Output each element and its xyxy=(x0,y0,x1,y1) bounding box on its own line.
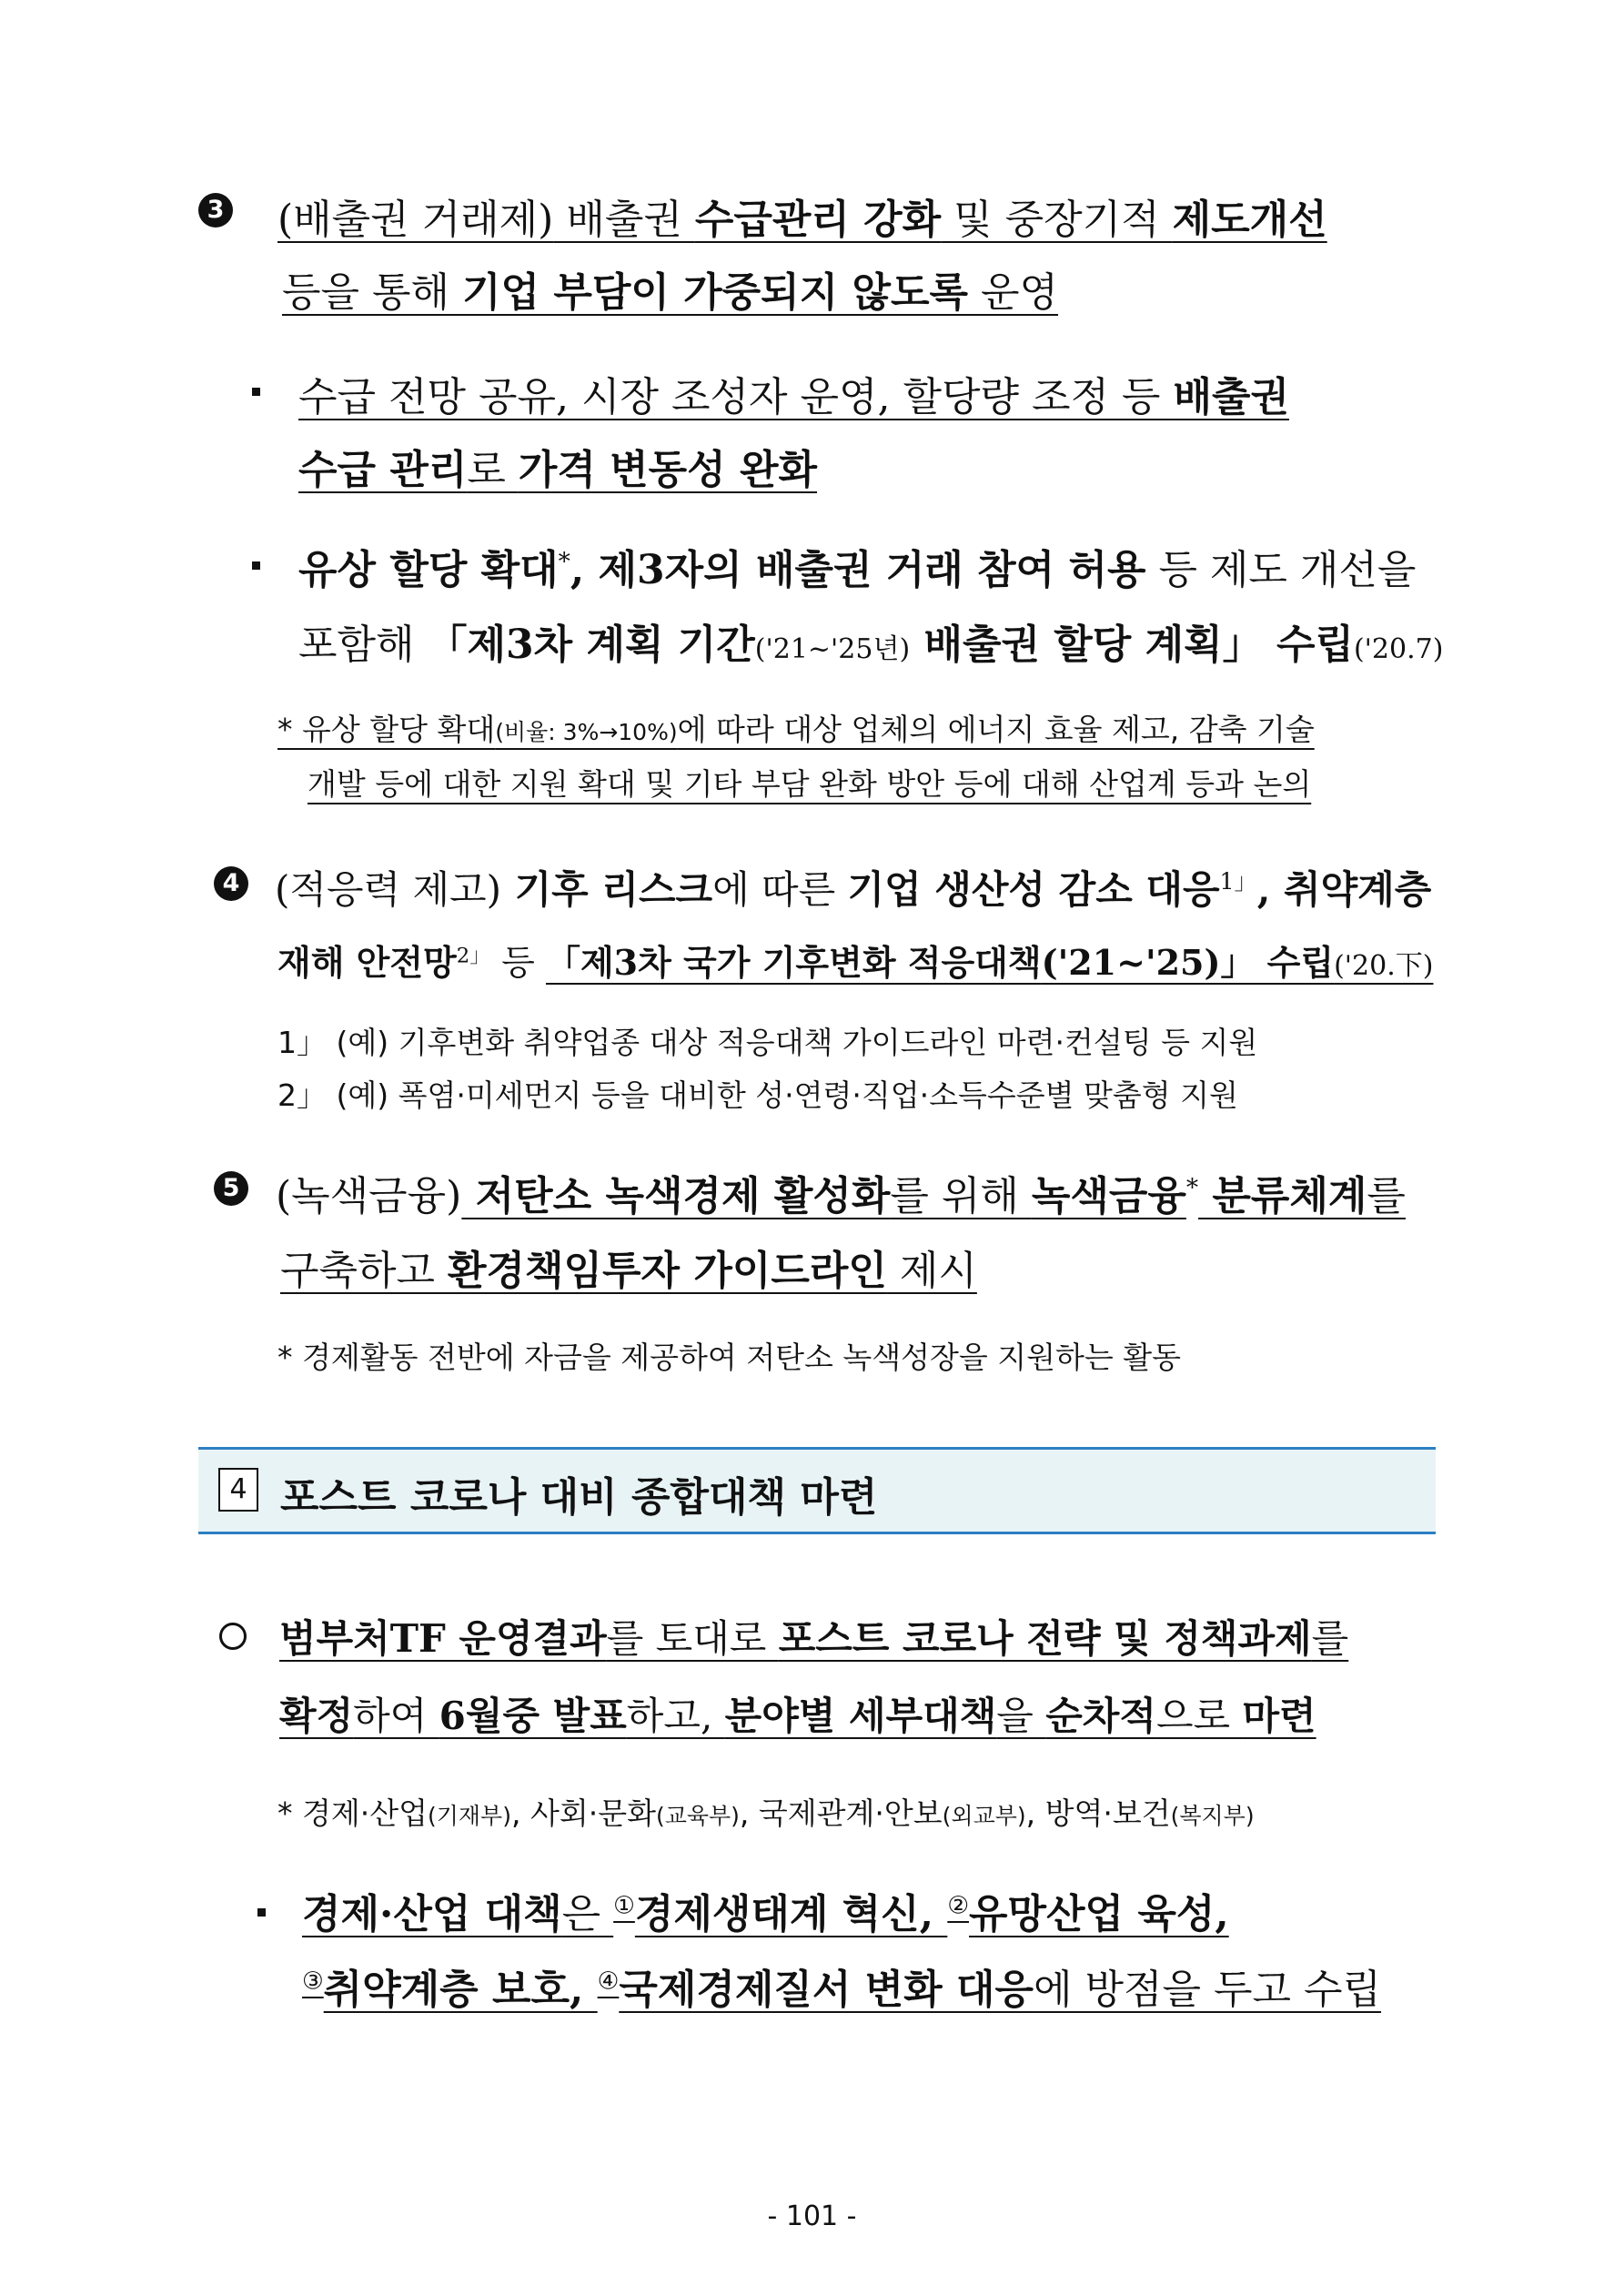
footnote-mark: 2」 xyxy=(456,944,491,968)
text: 에 따라 대상 업체의 에너지 효율 제고, 감축 기술 xyxy=(677,712,1315,747)
text: 에 방점을 두고 수립 xyxy=(1034,1967,1382,2013)
emphasis: 국제경제질서 변화 대응 xyxy=(619,1967,1034,2013)
section3-heading: (배출권 거래제) xyxy=(277,197,554,243)
section4-heading: (적응력 제고) xyxy=(275,867,501,912)
bullet-marker xyxy=(257,1908,266,1917)
emphasis: 「제3차 계획 기간 xyxy=(427,622,755,668)
emphasis: 제도개선 xyxy=(1172,197,1327,243)
section4-footnote2: 2」 (예) 폭염·미세먼지 등을 대비한 성·연령·직업·소득수준별 맞춤형 지원 xyxy=(277,1077,1238,1113)
emphasis: 환경책임투자 가이드라인 xyxy=(448,1248,887,1294)
emphasis: 경제·산업 대책 xyxy=(302,1891,562,1937)
item-number-5: 5 xyxy=(214,1171,248,1206)
text: , 방역·보건 xyxy=(1025,1795,1171,1831)
ministry: (복지부) xyxy=(1170,1803,1255,1829)
emphasis: 유상 할당 확대 xyxy=(298,547,559,593)
period: ('21~'25년) xyxy=(754,633,911,665)
item-number-4: 4 xyxy=(214,866,248,901)
section3-bullet1-line1 xyxy=(298,364,1289,422)
emphasis: 경제생태계 혁신, xyxy=(634,1891,948,1937)
post-line1 xyxy=(279,1609,1348,1664)
section3-bullet2-line2 xyxy=(298,612,1443,670)
text: 를 토대로 xyxy=(606,1616,779,1661)
footnote-mark: * xyxy=(1185,1173,1199,1202)
emphasis: 저탄소 녹색경제 활성화 xyxy=(461,1173,891,1219)
post-note xyxy=(277,1790,1255,1833)
text: 를 위해 xyxy=(890,1173,1032,1219)
date: ('20.下) xyxy=(1334,950,1434,982)
section5-line1 xyxy=(276,1163,1406,1221)
text: (비율: 3%→10%) xyxy=(495,719,678,745)
footnote-mark: 1」 xyxy=(1219,868,1257,895)
section5-note: * 경제활동 전반에 자금을 제공하여 저탄소 녹색성장을 지원하는 활동 xyxy=(277,1340,1182,1375)
emphasis: 배출권 xyxy=(1173,374,1289,420)
ministry: (기재부) xyxy=(428,1803,511,1829)
circle-bullet-icon xyxy=(219,1623,247,1650)
text: 구축하고 xyxy=(280,1248,449,1294)
page-number: - 101 - xyxy=(767,2200,857,2232)
emphasis: , 제3자의 배출권 거래 참여 허용 xyxy=(570,547,1146,593)
section3-bullet1-line2 xyxy=(298,437,817,495)
emphasis: 기업 부담이 가중되지 않도록 xyxy=(462,269,969,316)
text: 하고, xyxy=(626,1694,725,1738)
emphasis: , 취약계층 xyxy=(1256,867,1432,912)
post-line2 xyxy=(279,1686,1316,1741)
emphasis: 배출권 할당 계획」 수립 xyxy=(910,622,1354,668)
emphasis: 기업 생산성 감소 대응 xyxy=(847,867,1220,912)
section4-line1 xyxy=(275,860,1431,915)
emphasis: 마련 xyxy=(1242,1694,1316,1738)
section4-line2 xyxy=(277,935,1433,985)
section3-line1 xyxy=(277,187,1327,245)
post-bullet-line2 xyxy=(302,1957,1381,2015)
text: , 사회·문화 xyxy=(510,1795,656,1831)
text: 포함해 xyxy=(298,622,428,668)
enum-mark: ① xyxy=(613,1891,635,1920)
text: 제시 xyxy=(886,1248,977,1294)
section3-note-line2 xyxy=(308,761,1311,804)
enum-mark: ② xyxy=(947,1891,969,1920)
emphasis: 유망산업 육성, xyxy=(969,1891,1229,1937)
text: 배출권 xyxy=(553,197,695,243)
emphasis: 확정 xyxy=(279,1694,354,1738)
ministry: (교육부) xyxy=(655,1803,740,1829)
emphasis: 6월중 발표 xyxy=(439,1694,627,1738)
text: 을 xyxy=(996,1694,1046,1738)
section-banner xyxy=(198,1447,1436,1534)
emphasis: 수급 관리 xyxy=(298,447,468,493)
emphasis: 녹색금융 xyxy=(1031,1173,1186,1219)
emphasis: 분야별 세부대책 xyxy=(724,1694,997,1738)
section5-heading: (녹색금융) xyxy=(276,1173,462,1219)
emphasis: ('21~'25)」 수립 xyxy=(1041,942,1335,983)
text: 수급 전망 공유, 시장 조성자 운영, 할당량 조정 등 xyxy=(298,374,1174,420)
text: 은 xyxy=(561,1891,614,1937)
emphasis: 재해 안전망 xyxy=(277,942,457,983)
text: , 국제관계·안보 xyxy=(739,1795,943,1831)
text: 하여 xyxy=(353,1694,439,1738)
date: ('20.7) xyxy=(1353,633,1444,665)
text: 으로 xyxy=(1155,1694,1243,1738)
bullet-marker xyxy=(252,388,260,396)
footnote-mark: * xyxy=(558,547,570,576)
emphasis: 분류체계 xyxy=(1198,1173,1367,1219)
text: 운영 xyxy=(968,269,1059,316)
text: 등 제도 개선을 xyxy=(1145,547,1417,593)
text: 개발 등에 대한 지원 확대 및 기타 부담 완화 방안 등에 대해 산업계 등과 논의 xyxy=(308,766,1312,802)
text: 등을 통해 xyxy=(282,269,462,316)
bullet-marker xyxy=(252,561,260,570)
section3-note-line1 xyxy=(277,706,1315,749)
ministry: (외교부) xyxy=(942,1803,1026,1829)
emphasis: 수급관리 강화 xyxy=(694,197,942,243)
text: * 경제·산업 xyxy=(277,1795,428,1831)
item-number-3: 3 xyxy=(198,193,233,228)
enum-mark: ④ xyxy=(597,1967,620,1996)
section3-bullet2-line1 xyxy=(298,537,1416,595)
text: 등 xyxy=(490,943,546,983)
text: 를 xyxy=(1367,1173,1406,1219)
text: 및 중장기적 xyxy=(941,197,1173,243)
text: 를 xyxy=(1311,1616,1349,1661)
section5-line2 xyxy=(280,1238,977,1296)
section3-line2 xyxy=(282,259,1058,318)
emphasis: 기후 리스크 xyxy=(500,867,713,912)
emphasis: 포스트 코로나 전략 및 정책과제 xyxy=(778,1616,1312,1661)
emphasis: 순차적 xyxy=(1045,1694,1156,1738)
section4-footnote1: 1」 (예) 기후변화 취약업종 대상 적응대책 가이드라인 마련·컨설팅 등 지원 xyxy=(277,1025,1258,1060)
emphasis: 취약계층 보호, xyxy=(323,1967,598,2013)
emphasis: 가격 변동성 완화 xyxy=(518,447,818,493)
text: 에 따른 xyxy=(712,867,848,912)
enum-mark: ③ xyxy=(302,1967,324,1996)
emphasis: 「제3차 국가 기후변화 적응대책 xyxy=(545,942,1042,983)
post-bullet-line1 xyxy=(302,1881,1229,1939)
emphasis: 범부처TF 운영결과 xyxy=(279,1616,607,1661)
banner-number-box: 4 xyxy=(218,1468,258,1512)
banner-title: 포스트 코로나 대비 종합대책 마련 xyxy=(280,1474,878,1521)
text: * 유상 할당 확대 xyxy=(277,712,496,747)
text: 로 xyxy=(467,447,519,493)
